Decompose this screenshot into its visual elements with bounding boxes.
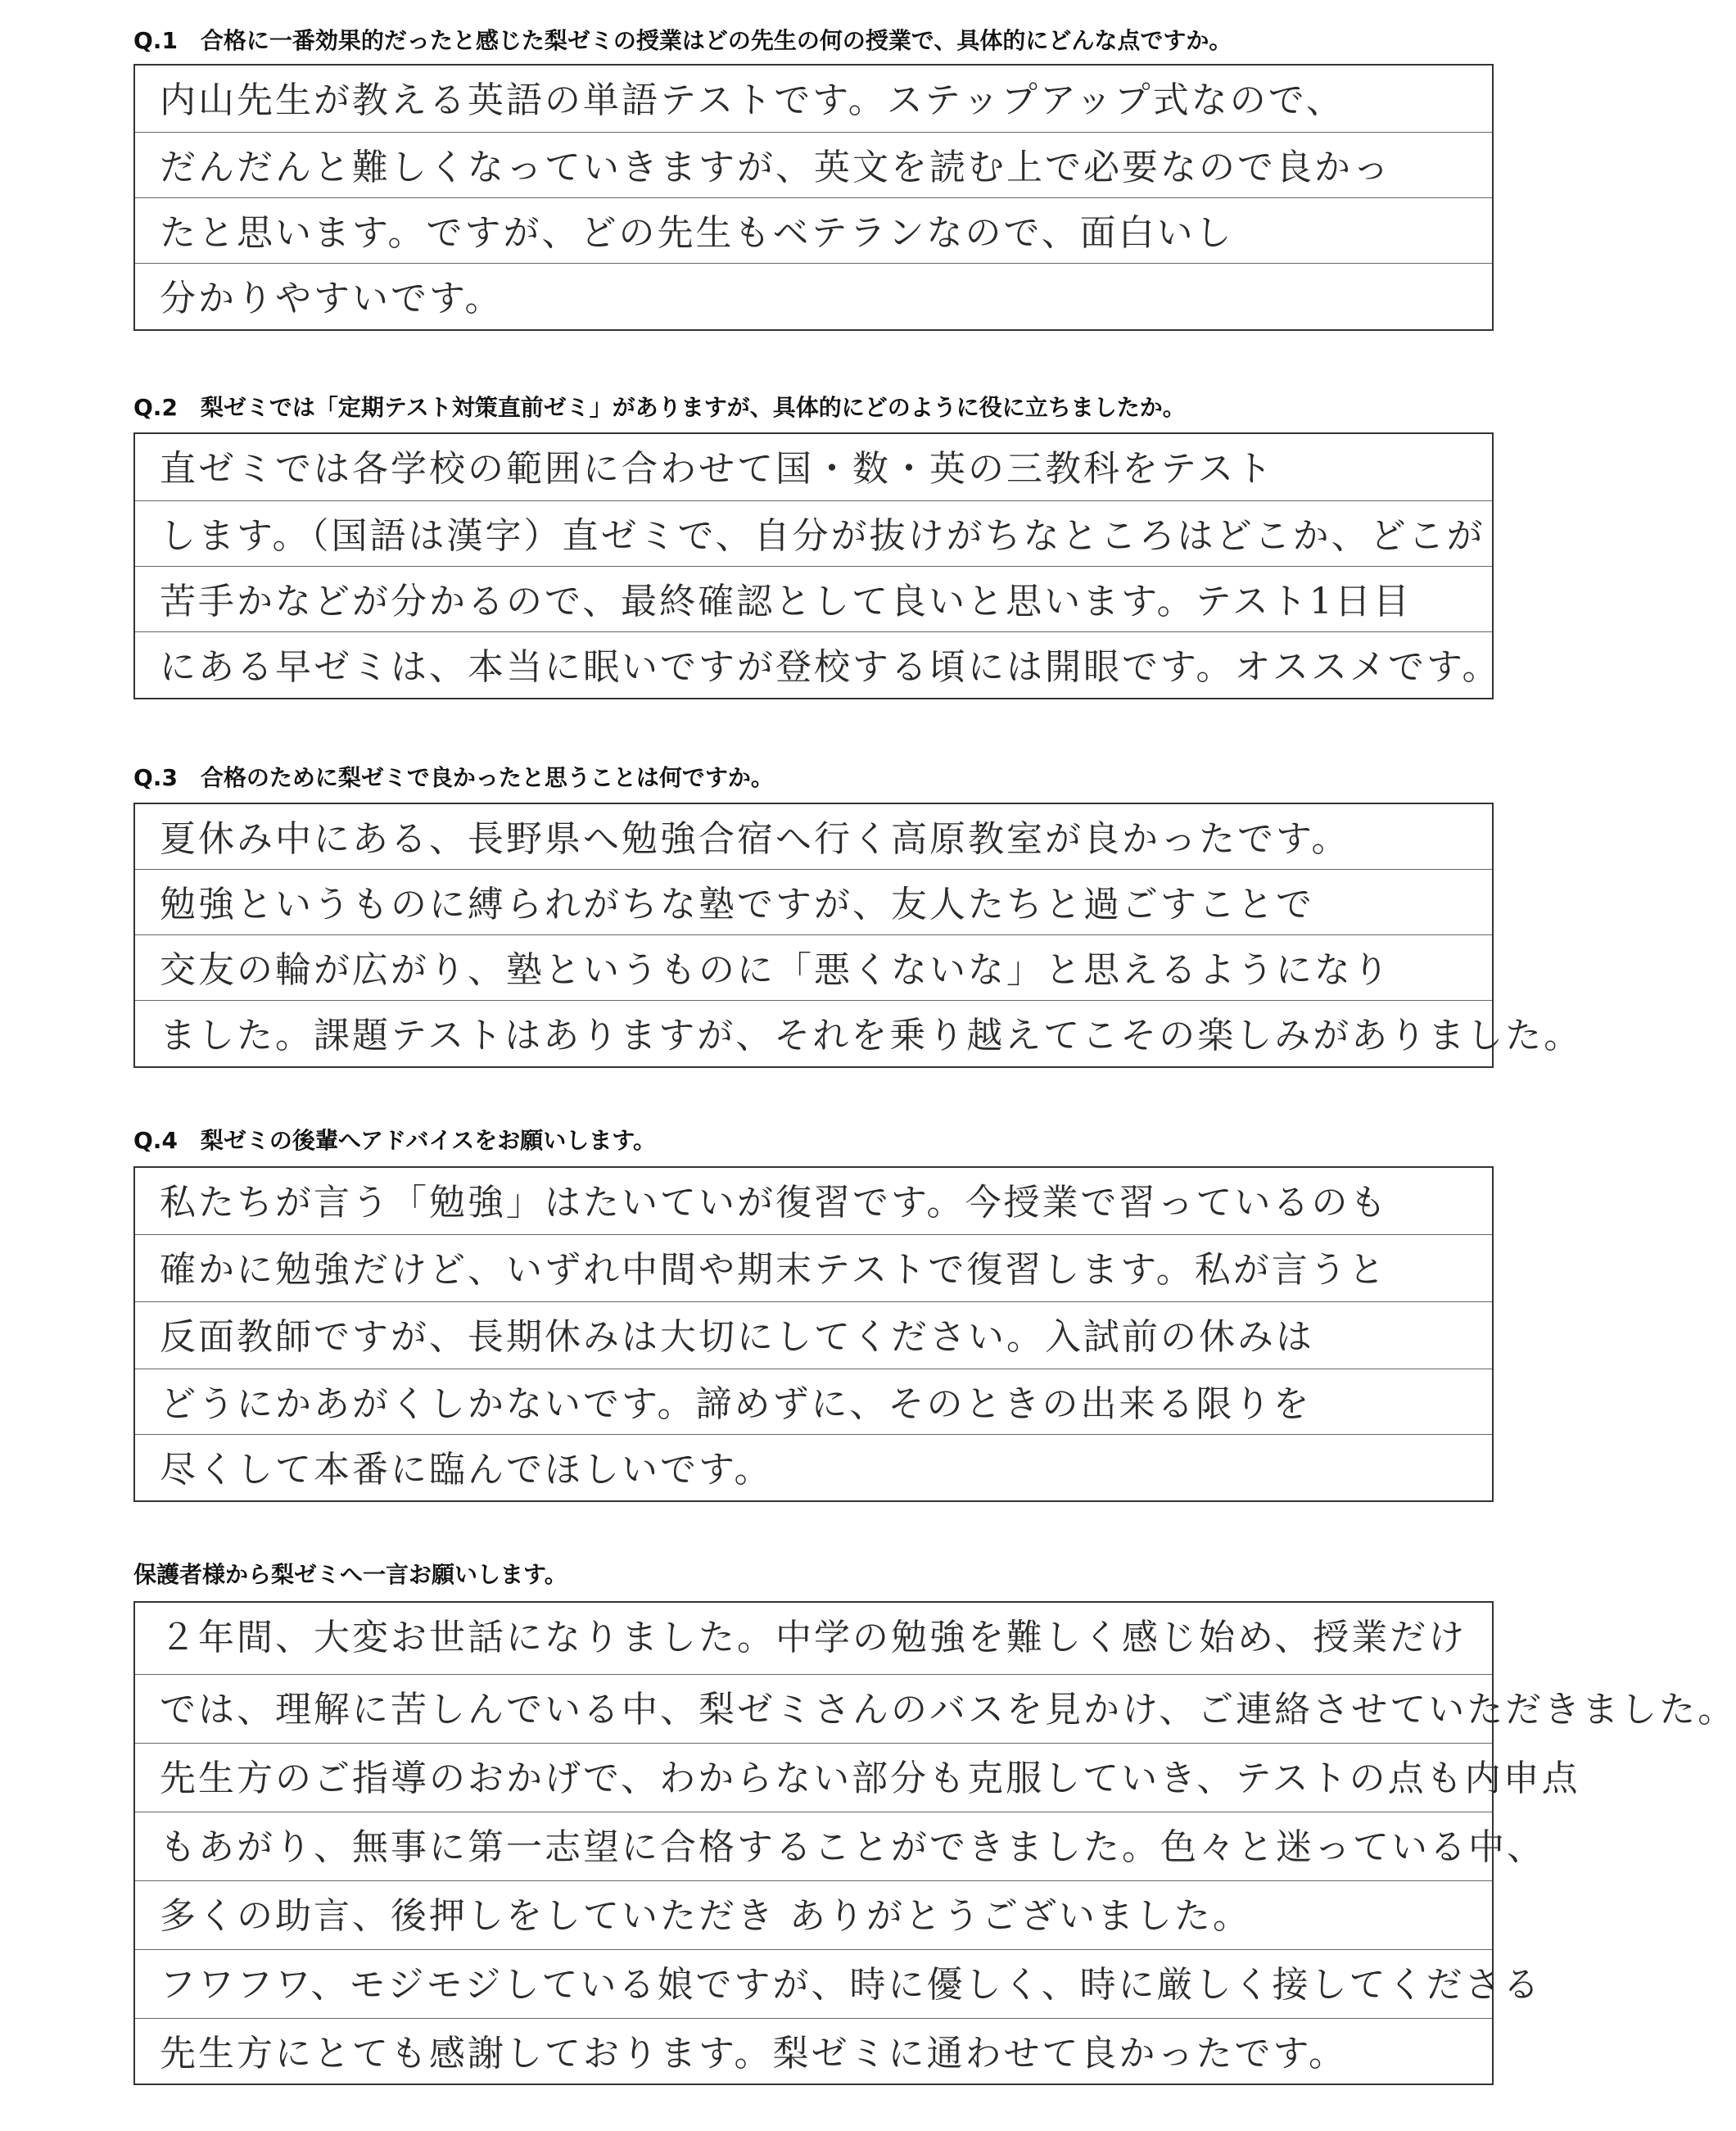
answer-line: だんだんと難しくなっていきますが、英文を読む上で必要なので良かっ xyxy=(135,133,1492,198)
answer-line: ２年間、大変お世話になりました。中学の勉強を難しく感じ始め、授業だけ xyxy=(135,1603,1492,1675)
answer-box xyxy=(133,64,1494,331)
answer-line: 先生方にとても感謝しております。梨ゼミに通わせて良かったです。 xyxy=(160,2033,1347,2074)
answer-line: 分かりやすいです。 xyxy=(160,278,504,319)
answer-line: 多くの助言、後押しをしていただき ありがとうございました。 xyxy=(135,1881,1492,1950)
answer-line: します。（国語は漢字）直ゼミで、自分が抜けがちなところはどこか、どこが xyxy=(135,501,1492,567)
question-text: Q.2 梨ゼミでは「定期テスト対策直前ゼミ」がありますが、具体的にどのように役に立ちましたか。 xyxy=(133,394,1186,421)
question-text: 保護者様から梨ゼミへ一言お願いします。 xyxy=(133,1561,567,1588)
answer-box xyxy=(133,432,1501,699)
question-text: Q.3 合格のために梨ゼミで良かったと思うことは何ですか。 xyxy=(133,764,774,791)
answer-line: 夏休み中にある、長野県へ勉強合宿へ行く高原教室が良かったです。 xyxy=(135,804,1492,870)
question-text: Q.1 合格に一番効果的だったと感じた梨ゼミの授業はどの先生の何の授業で、具体的にどんな点ですか。 xyxy=(133,27,1232,54)
answer-line: 尽くして本番に臨んでほしいです。 xyxy=(160,1449,773,1491)
answer-line: 交友の輪が広がり、塾というものに「悪くないな」と思えるようになり xyxy=(135,935,1492,1001)
answer-line: フワフワ、モジモジしている娘ですが、時に優しく、時に厳しく接してくださる xyxy=(135,1950,1492,2019)
answer-line: 確かに勉強だけど、いずれ中間や期末テストで復習します。私が言うと xyxy=(135,1235,1492,1302)
answer-box xyxy=(133,1601,1736,2085)
answer-box xyxy=(133,1166,1494,1502)
answer-line: 勉強というものに縛られがちな塾ですが、友人たちと過ごすことで xyxy=(135,870,1492,935)
answer-line: 先生方のご指導のおかげで、わからない部分も克服していき、テストの点も内申点 xyxy=(135,1744,1492,1812)
answer-line: 苦手かなどが分かるので、最終確認として良いと思います。テスト1日目 xyxy=(135,567,1492,632)
answer-line: もあがり、無事に第一志望に合格することができました。色々と迷っている中、 xyxy=(135,1812,1492,1881)
answer-line: ました。課題テストはありますが、それを乗り越えてこその楽しみがありました。 xyxy=(160,1015,1583,1056)
answer-line: どうにかあがくしかないです。諦めずに、そのときの出来る限りを xyxy=(135,1369,1492,1435)
answer-line: 反面教師ですが、長期休みは大切にしてください。入試前の休みは xyxy=(135,1302,1492,1369)
answer-box xyxy=(133,803,1583,1068)
answer-line: たと思います。ですが、どの先生もベテランなので、面白いし xyxy=(135,198,1492,264)
answer-line: 私たちが言う「勉強」はたいていが復習です。今授業で習っているのも xyxy=(135,1168,1492,1235)
answer-line: 内山先生が教える英語の単語テストです。ステップアップ式なので、 xyxy=(135,66,1492,133)
answer-line: にある早ゼミは、本当に眠いですが登校する頃には開眼です。オススメです。 xyxy=(160,646,1501,688)
answer-line: では、理解に苦しんでいる中、梨ゼミさんのバスを見かけ、ご連絡させていただきました。 xyxy=(135,1675,1492,1744)
answer-line: 直ゼミでは各学校の範囲に合わせて国・数・英の三教科をテスト xyxy=(135,434,1492,501)
question-text: Q.4 梨ゼミの後輩へアドバイスをお願いします。 xyxy=(133,1127,657,1154)
